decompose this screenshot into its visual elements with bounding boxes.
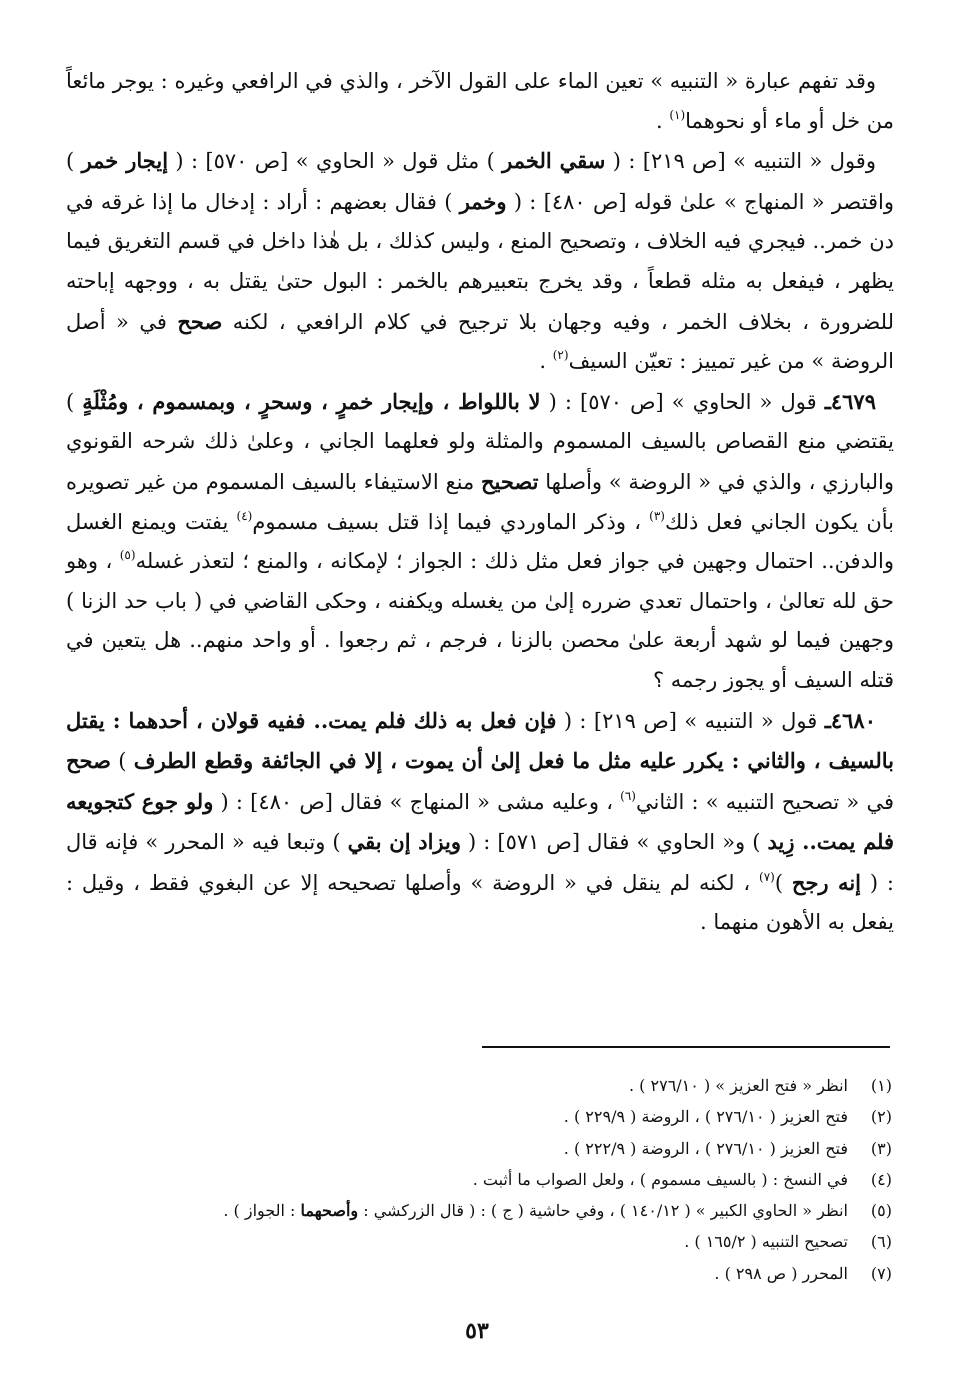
paragraph-p-qawl — [66, 141, 894, 382]
text-run: ، وعليه مشى « المنهاج » فقال [ص ٤٨٠] : ( — [213, 789, 621, 814]
footnote-item — [62, 1195, 892, 1226]
footnote-number: (٣) — [870, 1138, 892, 1158]
text-run: وخمر — [459, 188, 507, 214]
footnote-item — [62, 1101, 892, 1132]
text-run: إنه رجح — [791, 869, 861, 895]
text-run: فتح العزيز ( ٢٧٦/١٠ ) ، الروضة ( ٢٢٢/٩ ) . — [563, 1138, 848, 1158]
footnote-number: (٥) — [870, 1201, 892, 1221]
footnote-number: (٢) — [870, 1107, 892, 1127]
text-run: ) و« الحاوي » فقال [ص ٥٧١] : ( — [461, 830, 768, 855]
text-run: انظر « الحاوي الكبير » ( ١٤٠/١٢ ) ، وفي حاشية ( ج ) : ( قال الزركشي : — [358, 1201, 848, 1221]
text-run: ، وذكر الماوردي فيما إذا قتل بسيف مسموم — [252, 509, 650, 534]
text-run: ولو جوع كتجويعه فلم يمت.. زِيد — [66, 788, 895, 855]
footnote-ref: (٢) — [552, 348, 569, 363]
text-run: ) واقتصر « المنهاج » علىٰ قوله [ص ٤٨٠] : ( — [66, 149, 894, 214]
text-run: انظر « فتح العزيز » ( ٢٧٦/١٠ ) . — [629, 1076, 848, 1095]
footnote-item — [62, 1133, 892, 1164]
text-run: يفتت ويمنع الغسل والدفن.. احتمال وجهين في جواز فعل مثل ذلك : الجواز ؛ لإمكانه ، والمنع ؛ لتعذر غسله — [66, 509, 894, 574]
text-run: المحرر ( ص ٢٩٨ ) . — [714, 1263, 848, 1283]
text-run: . — [655, 108, 670, 133]
text-run: في « أصل الروضة » من غير تمييز : تعيّن السيف — [66, 309, 894, 374]
main-text — [66, 62, 894, 943]
text-run: ) فقال بعضهم : أراد : إدخال ما إذا غرقه في دن خمر.. فيجري فيه الخلاف ، وتصحيح المنع ، وليس كذلك ، بل هٰذا داخل في قسم التغريق فيما يظهر ، فيفعل به مثله قطعاً ، وقد يخرج بتعبيرهم بالخمر : البول حتىٰ يقتل به ، ووجهه إباحته للضرورة ، بخلاف الخمر ، وفيه وجهان بلا ترجيح في كلام الرافعي ، لكنه — [66, 189, 894, 334]
text-run: : الجواز ) . — [223, 1201, 301, 1221]
footnote-ref: (٧) — [759, 869, 775, 884]
footnote-number: (١) — [870, 1076, 892, 1095]
paragraph-p-cont — [66, 62, 894, 141]
footnote-item — [62, 1070, 892, 1101]
text-run: وأصحهما — [300, 1201, 359, 1221]
footnote-number: (٧) — [870, 1263, 892, 1283]
text-run: ، وهو حق لله تعالىٰ ، واحتمال تعدي ضرره إلىٰ من يغسله ويكفنه ، وحكى القاضي في ( باب حد الزنا ) وجهين فيما لو شهد أربعة علىٰ محصن بالزنا ، فرجم ، ثم رجعوا . أو واحد منهم.. هل يتعين في قتله السيف أو يجوز رجمه ؟ — [66, 549, 894, 692]
text-run: تصحيح التنبيه ( ١٦٥/٢ ) . — [684, 1232, 848, 1252]
text-run: في النسخ : ( بالسيف مسموم ) ، ولعل الصواب ما أثبت . — [472, 1169, 848, 1189]
text-run: قول « التنبيه » [ص ٢١٩] : ( — [556, 708, 825, 733]
footnote-item — [62, 1258, 892, 1289]
footnote-ref: (٣) — [649, 508, 665, 523]
footnote-ref: (٥) — [119, 548, 136, 563]
text-run: وقد تفهم عبارة « التنبيه » تعين الماء على القول الآخر ، والذي في الرافعي وغيره : يوجر مائعاً من خل أو ماء أو نحوهما — [66, 69, 894, 133]
footnote-text — [473, 1164, 858, 1195]
footnote-number: (٦) — [870, 1232, 892, 1252]
footnote-number: (٤) — [870, 1169, 892, 1189]
text-run: إيجار خمر — [81, 148, 169, 174]
text-run: ) — [110, 749, 134, 774]
text-run: ، لكنه لم ينقل في « الروضة » وأصلها تصحيحه إلا عن البغوي فقط ، وقيل : يفعل به الأهون منهما . — [66, 870, 894, 935]
text-run: قول « الحاوي » [ص ٥٧٠] : ( — [540, 389, 825, 414]
footnote-text — [684, 1226, 858, 1257]
footnote-ref: (٤) — [236, 508, 253, 523]
text-run: منع الاستيفاء بالسيف المسموم من غير تصويره بأن يكون الجاني فعل ذلك — [66, 469, 894, 534]
text-run: سقي الخمر — [502, 148, 606, 174]
footnotes — [62, 1070, 892, 1289]
footnote-ref: (٦) — [620, 788, 636, 803]
text-run: ٤٦٧٩ـ — [824, 388, 876, 414]
footnote-ref: (١) — [669, 107, 686, 122]
text-run: فتح العزيز ( ٢٧٦/١٠ ) ، الروضة ( ٢٢٩/٩ ) . — [563, 1107, 848, 1127]
text-run: ويزاد إن بقي — [347, 829, 461, 855]
footnote-text — [714, 1258, 858, 1289]
footnote-separator — [482, 1046, 890, 1048]
text-run: ) — [774, 870, 792, 895]
footnote-text — [564, 1101, 858, 1132]
text-run: وقول « التنبيه » [ص ٢١٩] : ( — [605, 149, 876, 174]
text-run: فإن فعل به ذلك فلم يمت.. ففيه قولان ، أحدهما : يقتل بالسيف ، والثاني : يكرر عليه مثل ما فعل إلىٰ أن يموت ، إلا في الجائفة وقطع الطرف — [66, 707, 894, 774]
footnote-item — [62, 1164, 892, 1195]
text-run: في « تصحيح التنبيه » : الثاني — [635, 789, 894, 814]
footnote-text — [564, 1133, 858, 1164]
text-run: ) يقتضي منع القصاص بالسيف المسموم والمثلة ولو فعلهما الجاني ، وعلىٰ ذلك شرحه القونوي والبارزي ، والذي في « الروضة » وأصلها — [66, 389, 894, 494]
text-run: ) وتبعا فيه « المحرر » فإنه قال : ( — [66, 830, 894, 895]
footnote-item — [62, 1226, 892, 1257]
text-run: ) مثل قول « الحاوي » [ص ٥٧٠] : ( — [168, 149, 503, 174]
text-run: صحح — [177, 308, 223, 334]
text-run: ٤٦٨٠ـ — [824, 707, 876, 733]
paragraph-p-4679 — [66, 382, 894, 701]
text-run: تصحيح — [480, 468, 539, 494]
footnote-text — [223, 1195, 858, 1226]
text-run: صحح — [66, 748, 111, 774]
footnote-text — [629, 1070, 858, 1101]
text-run: لا باللواط ، وإيجار خمرٍ ، وسحرٍ ، وبمسموم ، ومُثْلَةٍ — [82, 388, 541, 414]
paragraph-p-4680 — [66, 701, 894, 944]
page-number: ٥٣ — [465, 1318, 489, 1344]
text-run: . — [539, 349, 553, 374]
